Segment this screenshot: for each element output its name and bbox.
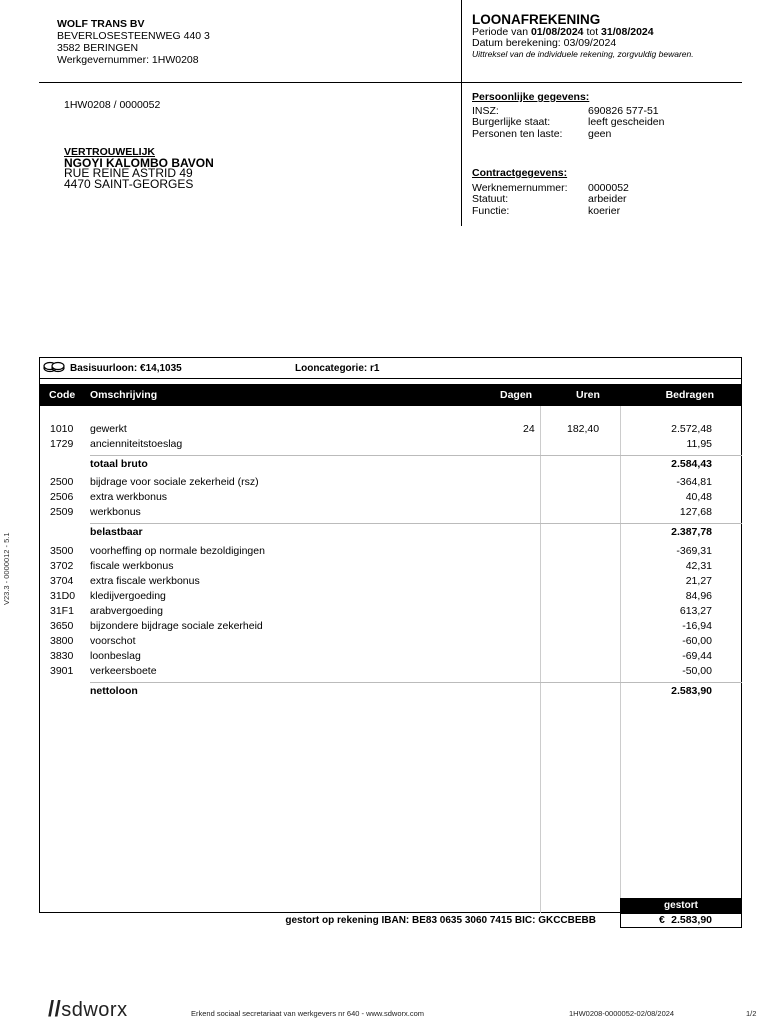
row-code: 3704	[50, 575, 74, 587]
period-prefix: Periode van	[472, 26, 531, 38]
gestort-amount: 2.583,90	[671, 914, 712, 926]
table-row	[0, 575, 768, 590]
row-amount: 40,48	[685, 491, 712, 503]
contract-value: arbeider	[588, 193, 627, 205]
contract-label: Functie:	[472, 204, 510, 217]
row-code: 3901	[50, 665, 74, 677]
table-header	[40, 384, 742, 406]
subtotal-divider	[90, 523, 742, 524]
gestort-amount-box	[620, 913, 742, 928]
sdworx-logo-mark: //	[48, 996, 62, 1021]
row-amount: 11,95	[686, 438, 712, 450]
payslip-title: LOONAFREKENING	[472, 12, 601, 27]
header-amounts: Bedragen	[665, 389, 714, 401]
row-description: arabvergoeding	[90, 605, 163, 617]
contract-label: Werknemernummer:	[472, 181, 568, 194]
table-subtotal-row	[0, 685, 768, 700]
personal-value: geen	[588, 127, 612, 140]
row-amount: 42,31	[685, 560, 712, 572]
table-row	[0, 476, 768, 491]
footer-page-number: 1/2	[746, 1009, 757, 1018]
footer-description: Erkend sociaal secretariaat van werkgevers nr 640 - www.sdworx.com	[191, 1009, 425, 1018]
footer-doc-id: 1HW0208-0000052-02/08/2024	[569, 1009, 675, 1018]
recipient-name: NGOYI KALOMBO BAVON	[64, 155, 214, 170]
personal-data	[472, 92, 664, 140]
reference-number: 1HW0208 / 0000052	[64, 99, 161, 111]
row-description: bijdrage voor sociale zekerheid (rsz)	[90, 476, 259, 488]
table-row	[0, 665, 768, 680]
row-code: 2506	[50, 491, 74, 503]
row-amount: -69,44	[682, 650, 712, 662]
period-mid: tot	[583, 26, 602, 38]
row-amount: -364,81	[676, 476, 712, 488]
period-to: 31/08/2024	[601, 26, 654, 38]
table-row	[0, 620, 768, 635]
table-row	[0, 590, 768, 605]
table-row	[0, 545, 768, 560]
table-row	[0, 491, 768, 506]
row-code: 3702	[50, 560, 74, 572]
row-amount: 2.572,48	[671, 423, 712, 435]
personal-row	[472, 117, 664, 129]
coins-icon	[43, 361, 65, 373]
row-description: ancienniteitstoeslag	[90, 438, 183, 450]
header-days: Dagen	[500, 389, 533, 401]
row-description: verkeersboete	[90, 665, 157, 677]
contract-row	[472, 206, 629, 218]
row-description: voorschot	[90, 635, 136, 647]
row-code: 3500	[50, 545, 74, 557]
employer-block	[57, 18, 210, 66]
contract-value: 0000052	[588, 181, 629, 194]
employer-street: BEVERLOSESTEENWEG 440 3	[57, 30, 210, 42]
header-code: Code	[49, 389, 76, 401]
row-description: loonbeslag	[90, 650, 141, 662]
row-description: bijzondere bijdrage sociale zekerheid	[90, 620, 263, 632]
row-hours: 182,40	[567, 423, 600, 435]
row-description: belastbaar	[90, 526, 143, 538]
sdworx-logo-text: sdworx	[61, 999, 128, 1021]
row-code: 31F1	[50, 605, 74, 617]
row-amount: -369,31	[676, 545, 712, 557]
row-code: 3830	[50, 650, 74, 662]
row-code: 1010	[50, 423, 74, 435]
confidential-label: VERTROUWELIJK	[64, 146, 156, 158]
employer-name: WOLF TRANS BV	[57, 18, 145, 30]
header-divider-horizontal	[39, 82, 742, 83]
header-description: Omschrijving	[90, 389, 158, 401]
gestort-currency: €	[659, 914, 665, 926]
contract-value: koerier	[588, 204, 621, 217]
row-amount: 2.584,43	[671, 458, 712, 470]
row-amount: -16,94	[682, 620, 712, 632]
row-amount: -50,00	[682, 665, 712, 677]
row-amount: -60,00	[682, 635, 712, 647]
personal-label: Burgerlijke staat:	[472, 116, 551, 128]
recipient-city: 4470 SAINT-GEORGES	[64, 176, 194, 191]
employer-city: 3582 BERINGEN	[57, 42, 139, 54]
row-code: 1729	[50, 438, 74, 450]
row-amount: 2.583,90	[671, 685, 712, 697]
table-row	[0, 635, 768, 650]
row-code: 3650	[50, 620, 74, 632]
table-subtotal-row	[0, 526, 768, 541]
employer-number: Werkgevernummer: 1HW0208	[57, 54, 199, 66]
row-amount: 84,96	[685, 590, 712, 602]
row-description: fiscale werkbonus	[90, 560, 174, 572]
row-amount: 2.387,78	[671, 526, 712, 538]
row-amount: 127,68	[679, 506, 712, 518]
period-from: 01/08/2024	[530, 26, 584, 38]
row-code: 2509	[50, 506, 74, 518]
recipient-block	[64, 147, 214, 189]
header-divider-vertical	[461, 0, 462, 226]
table-row	[0, 423, 768, 438]
table-row	[0, 650, 768, 665]
row-description: kledijvergoeding	[90, 590, 166, 602]
row-code: 2500	[50, 476, 74, 488]
recipient-street: RUE REINE ASTRID 49	[64, 166, 193, 180]
row-amount: 21,27	[685, 575, 712, 587]
row-description: gewerkt	[90, 423, 127, 435]
personal-label: Personen ten laste:	[472, 127, 563, 140]
personal-row	[472, 129, 664, 141]
gestort-label: gestort	[620, 898, 742, 913]
personal-label: INSZ:	[472, 104, 499, 117]
side-version-text: V23.3 - 0000012 - 5.1	[2, 532, 11, 605]
row-description: totaal bruto	[90, 458, 148, 470]
subtotal-divider	[90, 455, 742, 456]
payslip-note: Uittreksel van de individuele rekening, zorgvuldig bewaren.	[472, 49, 694, 59]
row-description: extra werkbonus	[90, 491, 168, 503]
personal-value: leeft gescheiden	[588, 116, 665, 128]
row-description: nettoloon	[90, 685, 138, 697]
contract-data	[472, 168, 629, 217]
row-code: 31D0	[50, 590, 76, 602]
summary-bar-line	[39, 378, 742, 379]
row-code: 3800	[50, 635, 74, 647]
table-row	[0, 605, 768, 620]
header-hours: Uren	[576, 389, 600, 401]
payslip-header	[472, 14, 694, 60]
personal-value: 690826 577-51	[588, 104, 659, 117]
row-description: voorheffing op normale bezoldigingen	[90, 545, 265, 557]
row-days: 24	[523, 423, 535, 435]
contract-heading: Contractgegevens:	[472, 167, 568, 179]
table-row	[0, 506, 768, 521]
contract-label: Statuut:	[472, 193, 509, 205]
personal-heading: Persoonlijke gegevens:	[472, 91, 590, 103]
base-wage: Basisuurloon: €14,1035	[70, 363, 182, 374]
row-description: werkbonus	[90, 506, 141, 518]
table-row	[0, 560, 768, 575]
iban-line: gestort op rekening IBAN: BE83 0635 3060 7415 BIC: GKCCBEBB	[285, 915, 596, 926]
calc-date: Datum berekening: 03/09/2024	[472, 37, 617, 49]
sdworx-logo	[48, 996, 128, 1022]
table-row	[0, 438, 768, 453]
wage-category: Looncategorie: r1	[295, 363, 380, 374]
contract-row	[472, 194, 629, 206]
row-amount: 613,27	[679, 605, 712, 617]
row-description: extra fiscale werkbonus	[90, 575, 200, 587]
table-subtotal-row	[0, 458, 768, 473]
subtotal-divider	[90, 682, 742, 683]
